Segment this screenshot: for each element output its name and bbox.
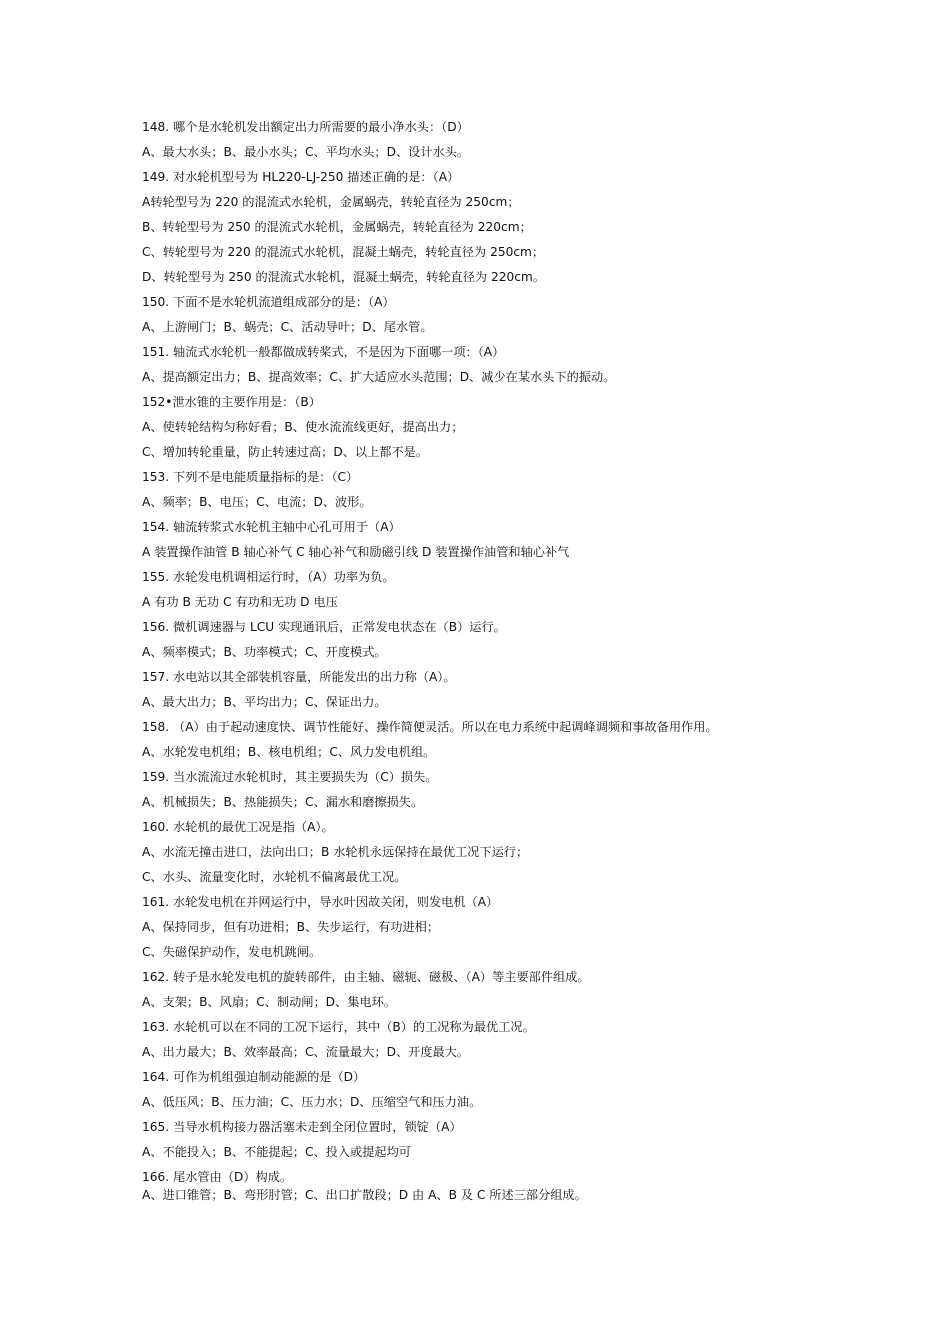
text-line: A、上游闸门；B、蜗壳；C、活动导叶；D、尾水管。 bbox=[142, 320, 433, 334]
text-line: A、最大水头；B、最小水头；C、平均水头；D、设计水头。 bbox=[142, 145, 470, 159]
text-line: D、转轮型号为 250 的混流式水轮机，混凝土蜗壳，转轮直径为 220cm。 bbox=[142, 270, 545, 284]
text-line: A、水轮发电机组；B、核电机组；C、风力发电机组。 bbox=[142, 745, 436, 759]
text-line: A、频率；B、电压；C、电流；D、波形。 bbox=[142, 495, 372, 509]
text-line: 157. 水电站以其全部装机容量，所能发出的出力称（A）。 bbox=[142, 670, 456, 684]
text-line: 161. 水轮发电机在并网运行中，导水叶因故关闭，则发电机（A） bbox=[142, 895, 499, 909]
text-line: A、出力最大；B、效率最高；C、流量最大；D、开度最大。 bbox=[142, 1045, 470, 1059]
text-line: C、增加转轮重量，防止转速过高；D、以上都不是。 bbox=[142, 445, 429, 459]
text-line: A转轮型号为 220 的混流式水轮机，金属蜗壳，转轮直径为 250cm； bbox=[142, 195, 520, 209]
text-line: 162. 转子是水轮发电机的旋转部件，由主轴、磁轭、磁极、（A）等主要部件组成。 bbox=[142, 970, 590, 984]
text-line: C、水头、流量变化时，水轮机不偏离最优工况。 bbox=[142, 870, 407, 884]
text-line: 163. 水轮机可以在不同的工况下运行，其中（B）的工况称为最优工况。 bbox=[142, 1020, 535, 1034]
text-line: A、提高额定出力；B、提高效率；C、扩大适应水头范围；D、减少在某水头下的振动。 bbox=[142, 370, 616, 384]
text-line: A 装置操作油管 B 轴心补气 C 轴心补气和励磁引线 D 装置操作油管和轴心补气 bbox=[142, 545, 570, 559]
text-line: A、频率模式；B、功率模式；C、开度模式。 bbox=[142, 645, 387, 659]
text-line: A、机械损失；B、热能损失；C、漏水和磨擦损失。 bbox=[142, 795, 424, 809]
text-line: 158. （A）由于起动速度快、调节性能好、操作简便灵活。所以在电力系统中起调峰调频和事故备用作用。 bbox=[142, 720, 718, 734]
text-line: A、支架；B、风扇；C、制动闸；D、集电环。 bbox=[142, 995, 396, 1009]
text-line: 153. 下列不是电能质量指标的是：（C） bbox=[142, 470, 359, 484]
text-line: A、低压风；B、压力油；C、压力水；D、压缩空气和压力油。 bbox=[142, 1095, 482, 1109]
text-line: A、保持同步，但有功进相；B、失步运行，有功进相； bbox=[142, 920, 440, 934]
text-line: 156. 微机调速器与 LCU 实现通讯后，正常发电状态在（B）运行。 bbox=[142, 620, 506, 634]
text-line: A、进口锥管；B、弯形肘管；C、出口扩散段；D 由 A、B 及 C 所述三部分组成。 bbox=[142, 1188, 587, 1202]
text-line: 151. 轴流式水轮机一般都做成转桨式，不是因为下面哪一项：（A） bbox=[142, 345, 505, 359]
text-line: C、转轮型号为 220 的混流式水轮机，混凝土蜗壳，转轮直径为 250cm； bbox=[142, 245, 545, 259]
text-line: A、不能投入；B、不能提起；C、投入或提起均可 bbox=[142, 1145, 411, 1159]
text-line: 150. 下面不是水轮机流道组成部分的是：（A） bbox=[142, 295, 395, 309]
text-line: 148. 哪个是水轮机发出额定出力所需要的最小净水头：（D） bbox=[142, 120, 469, 134]
text-line: 160. 水轮机的最优工况是指（A）。 bbox=[142, 820, 334, 834]
text-line: 154. 轴流转浆式水轮机主轴中心孔可用于（A） bbox=[142, 520, 401, 534]
text-line: 164. 可作为机组强迫制动能源的是（D） bbox=[142, 1070, 366, 1084]
text-line: 166. 尾水管由（D）构成。 bbox=[142, 1170, 293, 1184]
text-line: A、水流无撞击进口，法向出口；B 水轮机永远保持在最优工况下运行； bbox=[142, 845, 529, 859]
text-line: 149. 对水轮机型号为 HL220-LJ-250 描述正确的是：（A） bbox=[142, 170, 460, 184]
text-line: 159. 当水流流过水轮机时，其主要损失为（C）损失。 bbox=[142, 770, 438, 784]
text-line: 152•泄水锥的主要作用是：（B） bbox=[142, 395, 321, 409]
document-body bbox=[142, 115, 932, 1205]
text-line: A 有功 B 无功 C 有功和无功 D 电压 bbox=[142, 595, 338, 609]
text-line: B、转轮型号为 250 的混流式水轮机，金属蜗壳，转轮直径为 220cm； bbox=[142, 220, 532, 234]
text-line: 165. 当导水机构接力器活塞未走到全闭位置时，锁锭（A） bbox=[142, 1120, 462, 1134]
text-line: A、最大出力；B、平均出力；C、保证出力。 bbox=[142, 695, 387, 709]
text-line: A、使转轮结构匀称好看；B、使水流流线更好，提高出力； bbox=[142, 420, 464, 434]
text-line: C、失磁保护动作，发电机跳闸。 bbox=[142, 945, 322, 959]
text-line: 155. 水轮发电机调相运行时，（A）功率为负。 bbox=[142, 570, 395, 584]
